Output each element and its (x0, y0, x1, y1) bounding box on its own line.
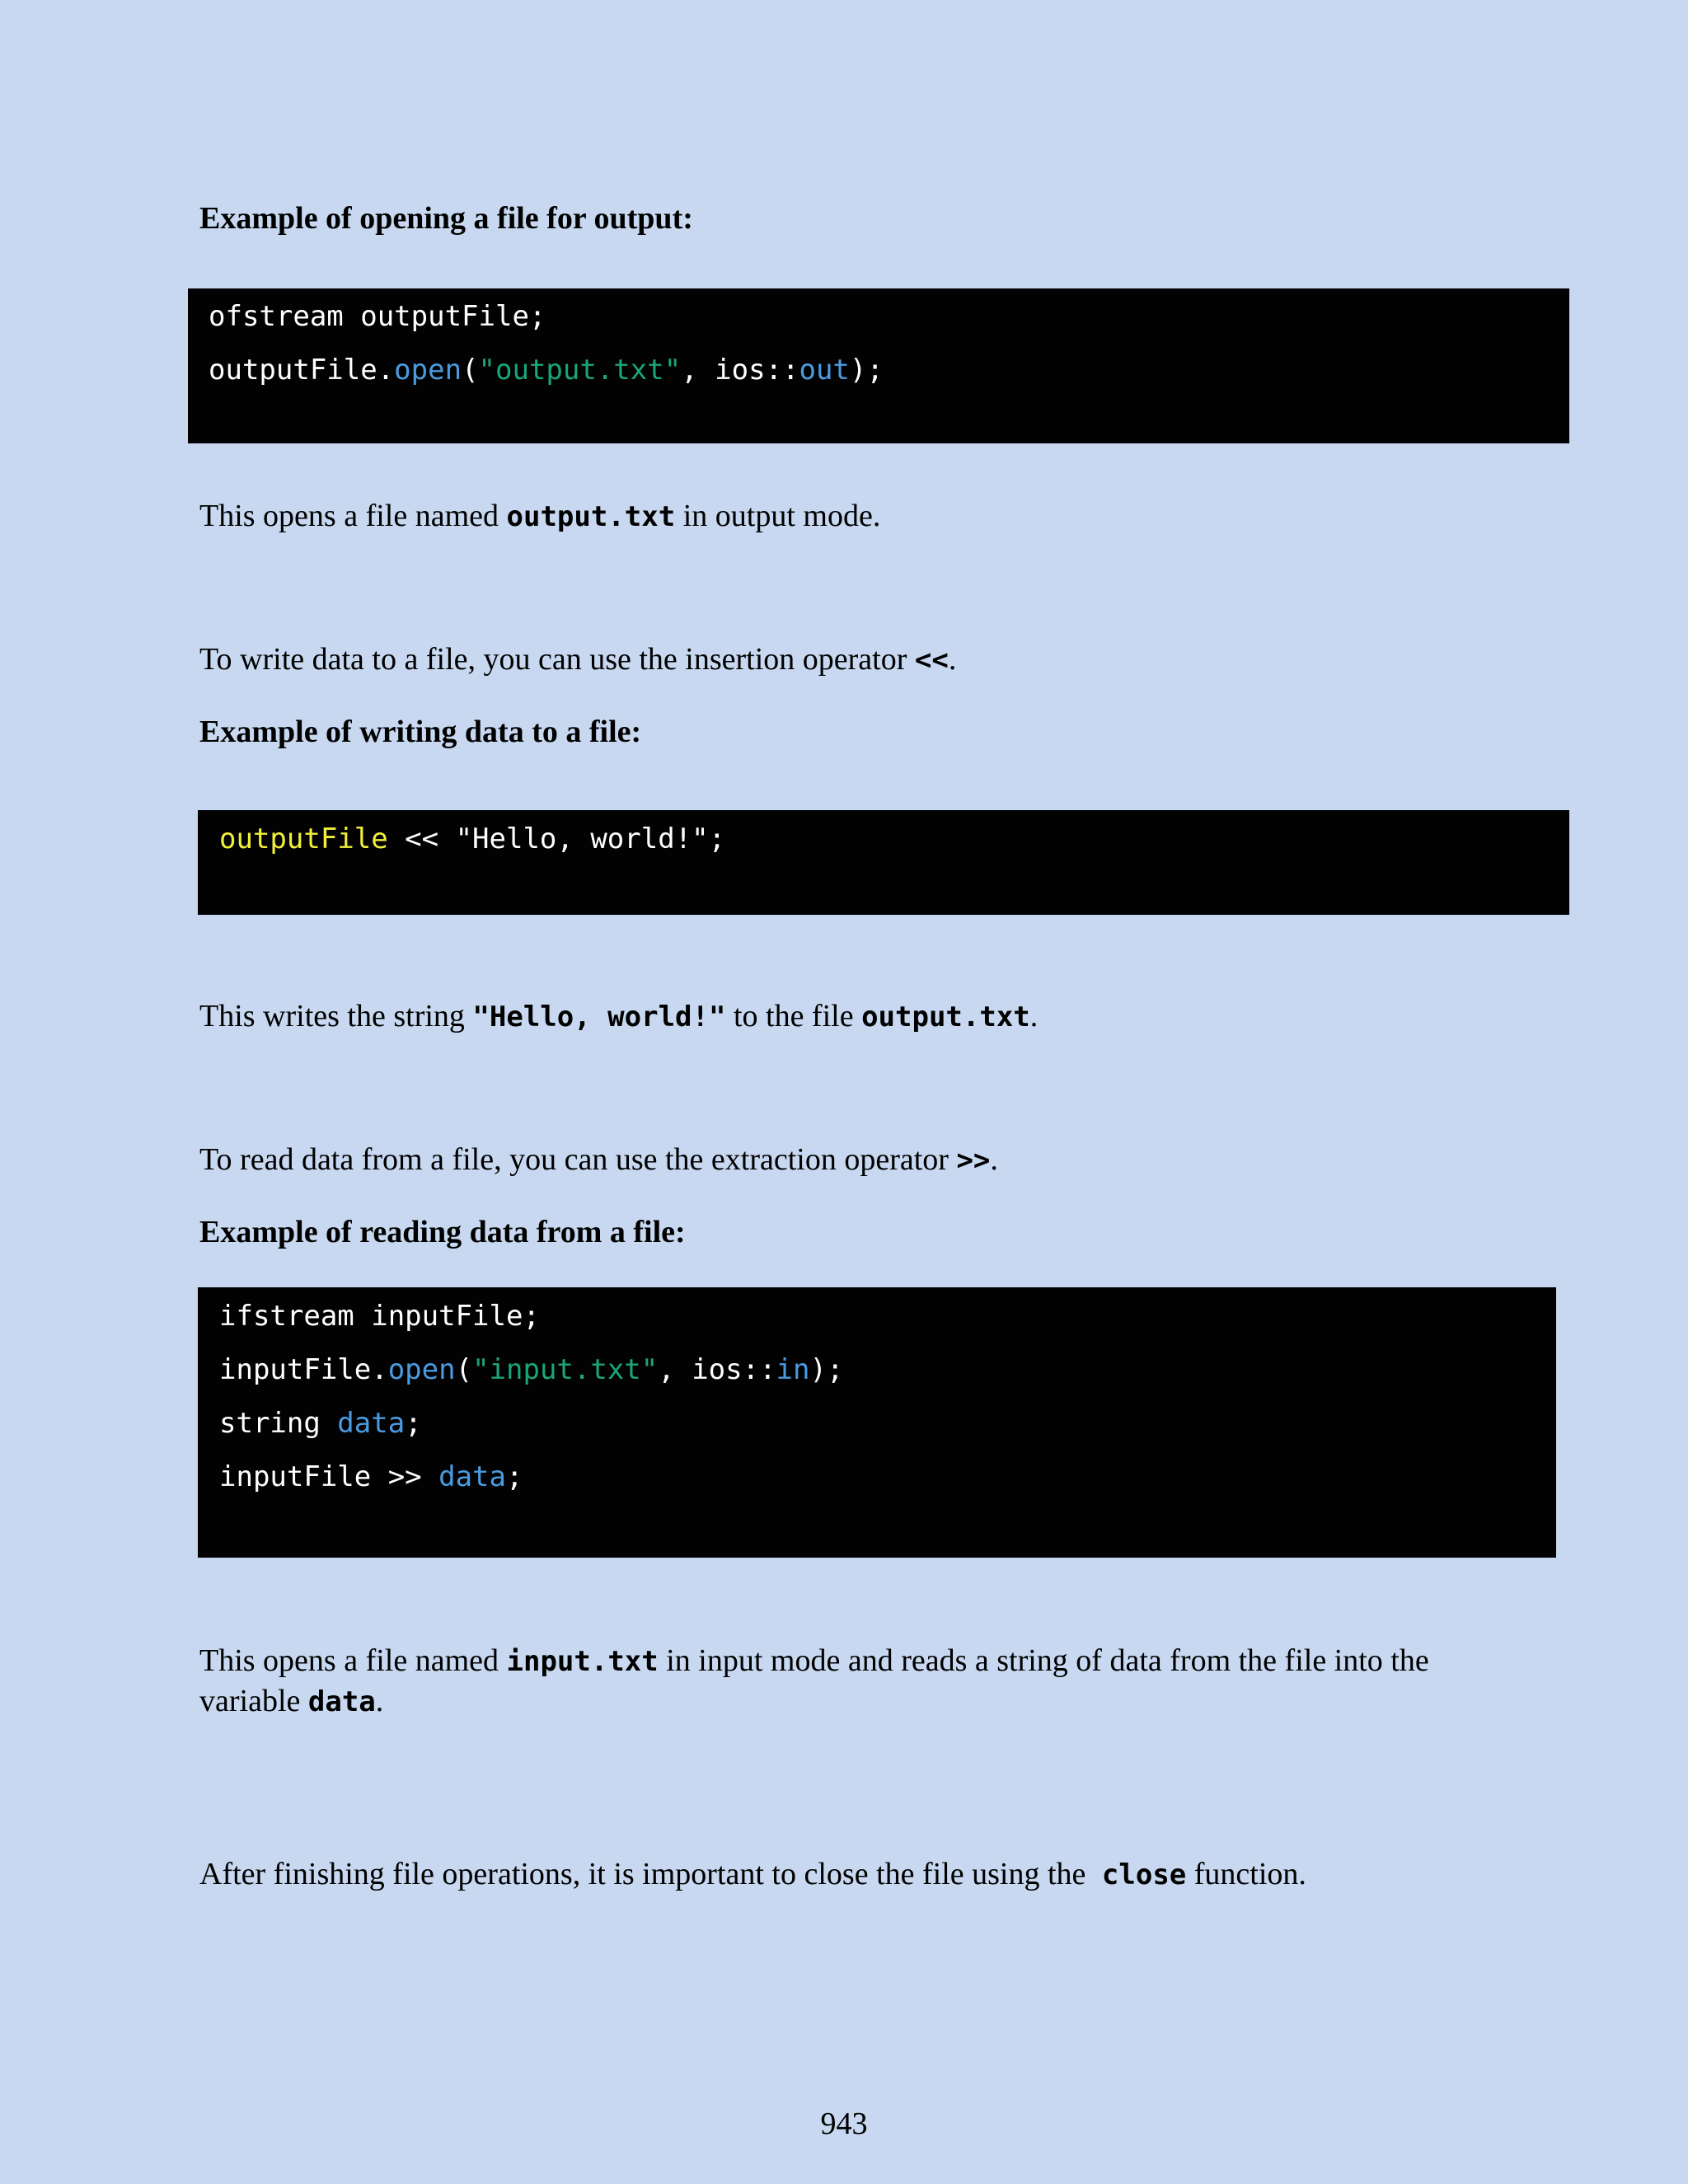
code-block-output (188, 288, 1569, 443)
code-text: inputFile >> (219, 1460, 439, 1493)
text: To read data from a file, you can use the extraction operator (199, 1142, 957, 1177)
inline-code: data (307, 1685, 376, 1718)
code-variable: data (337, 1407, 406, 1440)
code-variable: data (438, 1460, 506, 1493)
paragraph-opens-input (199, 1641, 1518, 1722)
code-text: ; (405, 1407, 422, 1440)
paragraph-read-intro (199, 1139, 998, 1181)
text: function. (1186, 1857, 1306, 1891)
code-keyword: out (799, 354, 850, 387)
code-text: ( (455, 1353, 473, 1386)
inline-code: output.txt (506, 500, 676, 533)
inline-code: close (1101, 1858, 1187, 1891)
text: . (990, 1142, 998, 1177)
code-line-2 (219, 1353, 843, 1386)
code-variable: outputFile (219, 823, 388, 855)
code-text: outputFile. (209, 354, 395, 387)
code-line-1 (209, 300, 546, 333)
code-block-write (198, 810, 1569, 915)
code-method: open (394, 354, 462, 387)
inline-code: >> (956, 1144, 991, 1177)
code-text: ofstream outputFile; (209, 300, 546, 333)
code-text: , ios:: (681, 354, 799, 387)
code-text: ifstream inputFile; (219, 1300, 540, 1333)
code-text: ; (506, 1460, 523, 1493)
code-text: ); (849, 354, 884, 387)
code-block-read (198, 1287, 1556, 1558)
inline-code: output.txt (861, 1001, 1030, 1033)
code-line-3 (219, 1407, 422, 1440)
code-line-1 (219, 823, 725, 855)
paragraph-opens-output (199, 495, 880, 537)
heading-write-example: Example of writing data to a file: (199, 715, 642, 749)
code-method: open (387, 1353, 456, 1386)
page-number: 943 (820, 2107, 868, 2141)
text: . (1029, 999, 1039, 1033)
text: . (948, 642, 957, 677)
text: This opens a file named (199, 499, 507, 533)
inline-code: << (914, 644, 949, 677)
code-line-2 (209, 354, 884, 387)
text: in input mode and reads a string of data from the file into the variable (199, 1643, 1429, 1718)
text: This opens a file named (199, 1643, 507, 1678)
paragraph-close (199, 1854, 1306, 1896)
code-text: , ios:: (658, 1353, 776, 1386)
text: to the file (725, 999, 862, 1033)
text: This writes the string (199, 999, 473, 1033)
code-line-4 (219, 1460, 523, 1493)
code-string: "input.txt" (472, 1353, 659, 1386)
code-line-1 (219, 1300, 540, 1333)
text: . (375, 1684, 384, 1718)
heading-output-example: Example of opening a file for output: (199, 201, 693, 236)
code-text: ( (462, 354, 479, 387)
inline-code: "Hello, world!" (472, 1001, 726, 1033)
text: After finishing file operations, it is important to close the file using the (199, 1857, 1094, 1891)
code-text: string (219, 1407, 338, 1440)
text: in output mode. (675, 499, 881, 533)
inline-code: input.txt (506, 1645, 659, 1678)
paragraph-writes-string (199, 996, 1038, 1038)
paragraph-write-intro (199, 639, 956, 681)
code-text: ); (809, 1353, 844, 1386)
heading-read-example: Example of reading data from a file: (199, 1215, 686, 1249)
text: To write data to a file, you can use the insertion operator (199, 642, 915, 677)
code-keyword: in (776, 1353, 810, 1386)
code-text: << "Hello, world!"; (387, 823, 726, 855)
code-string: "output.txt" (478, 354, 682, 387)
code-text: inputFile. (219, 1353, 388, 1386)
